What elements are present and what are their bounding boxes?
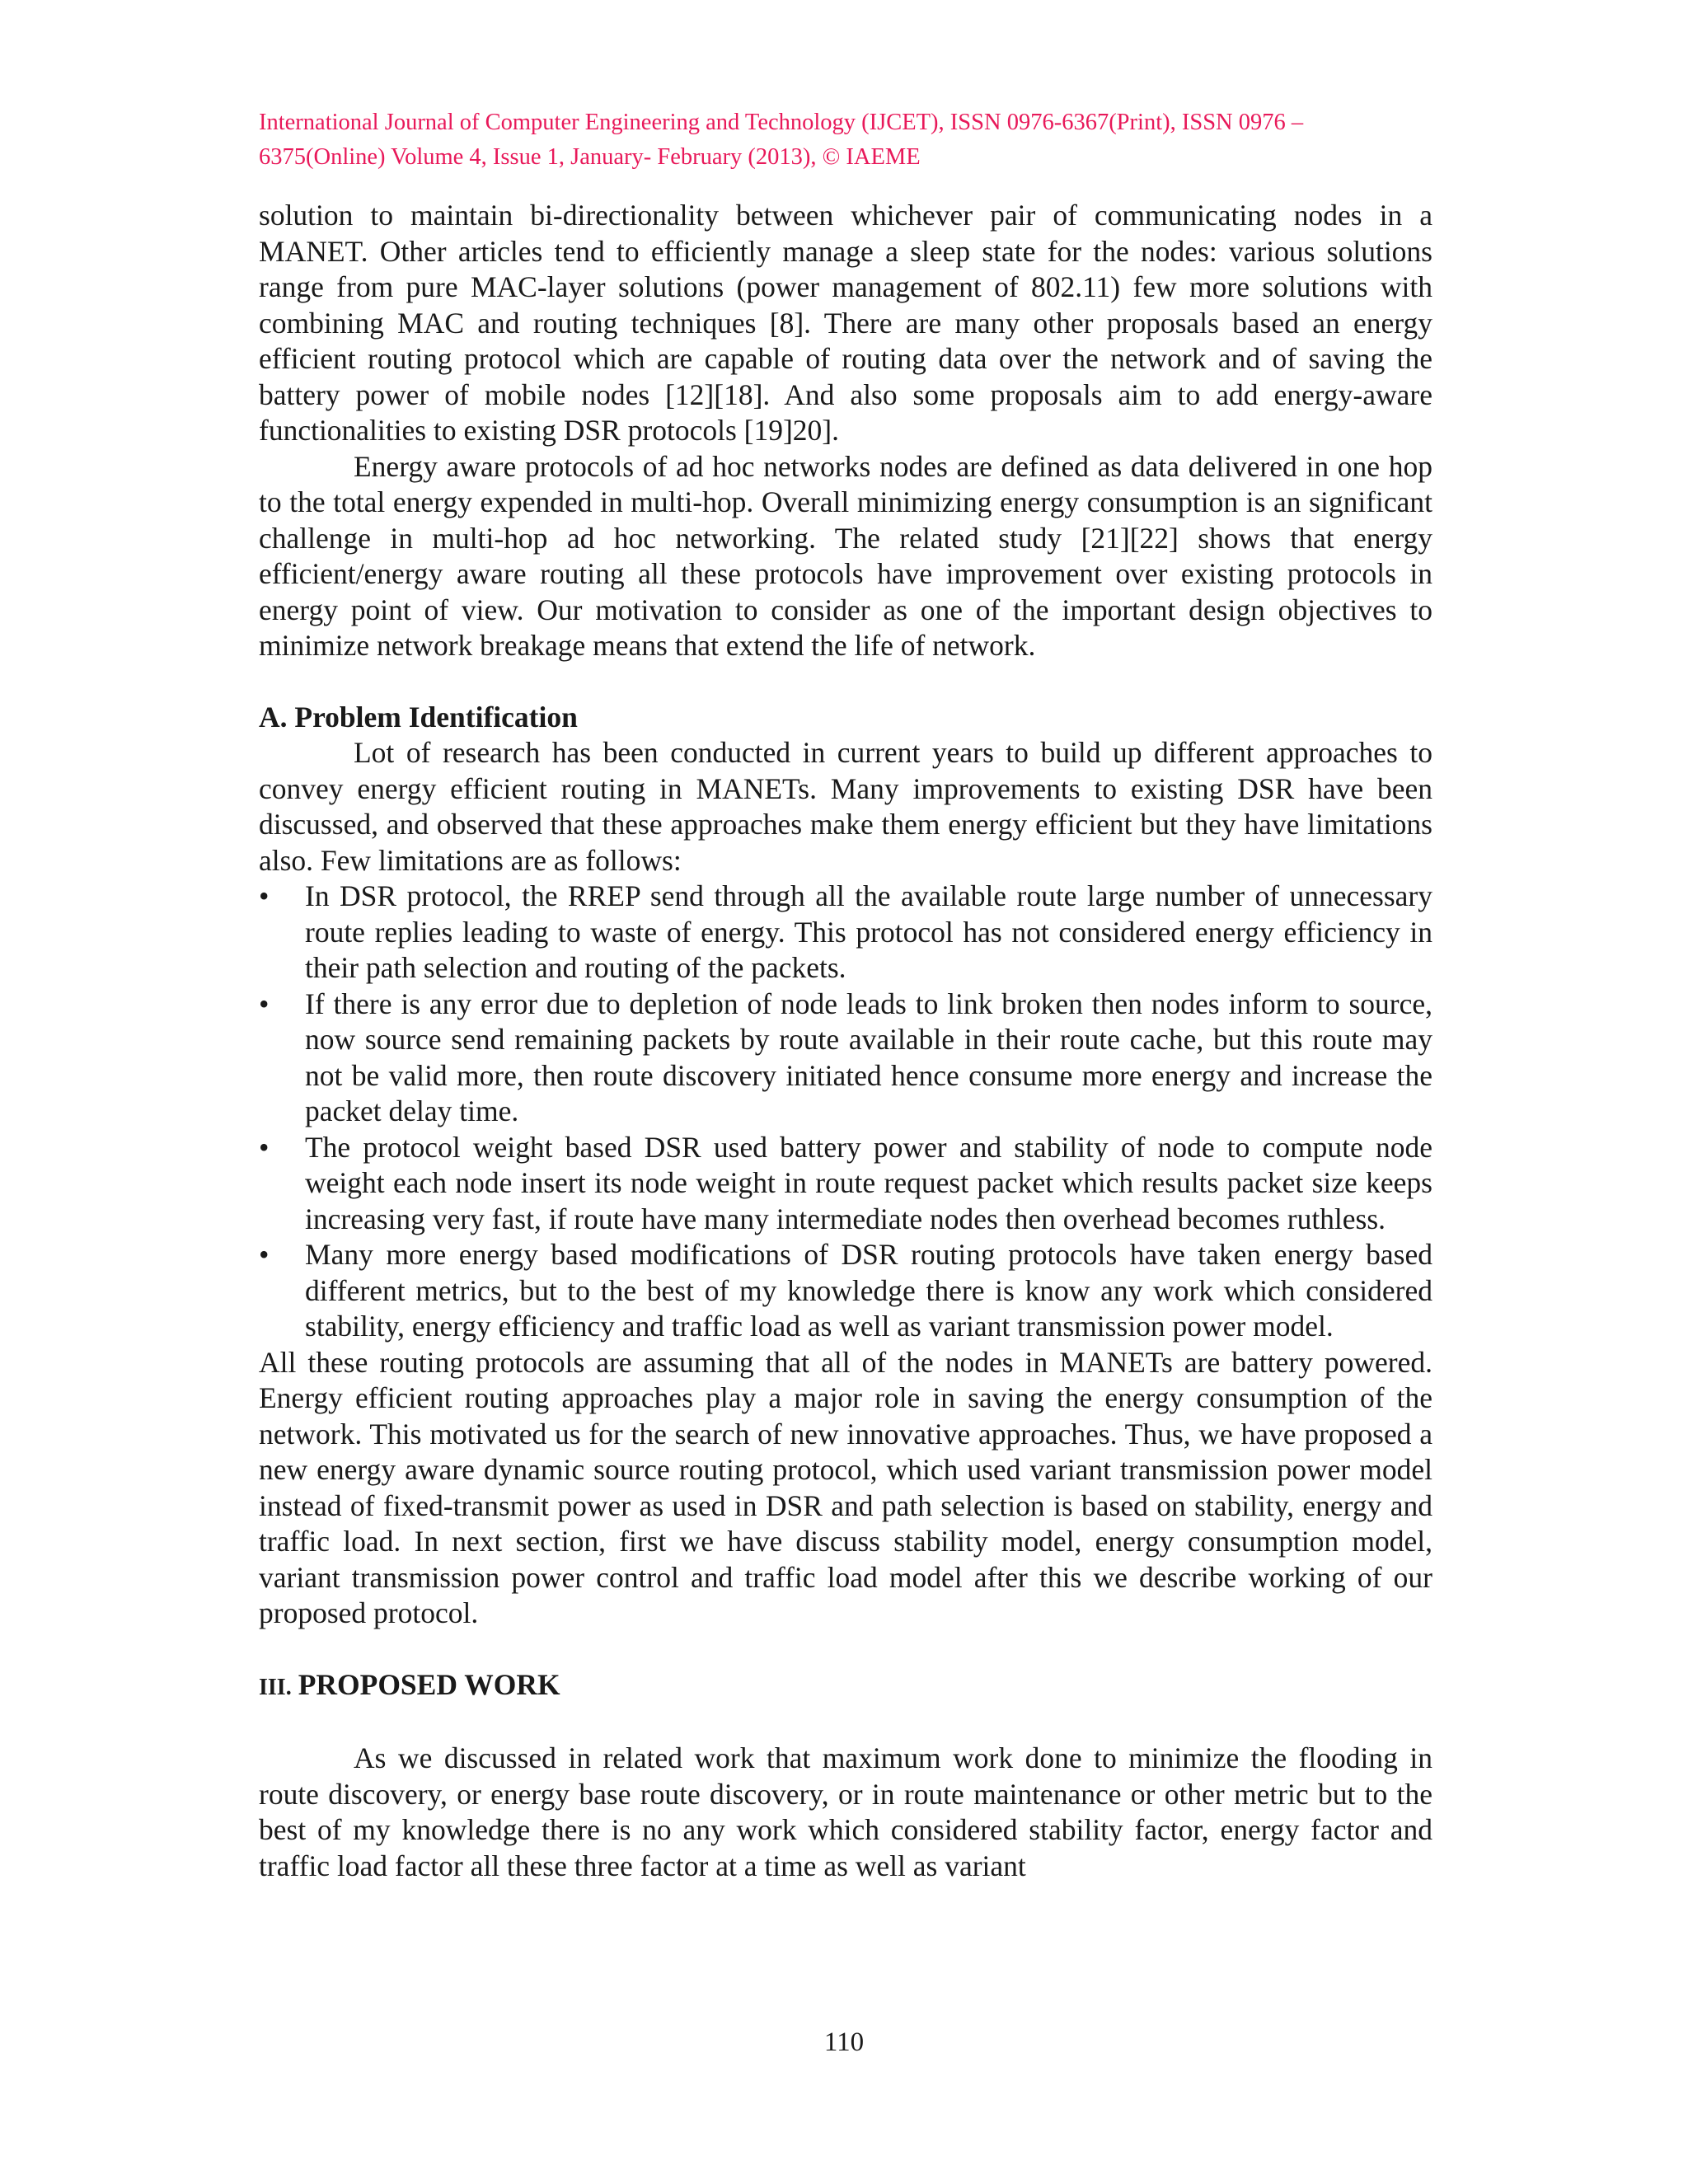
bullet-icon: •	[259, 1130, 270, 1164]
problem-conclusion-paragraph: All these routing protocols are assuming that all of the nodes in MANETs are battery powered. Energy efficient routing approaches play a major role in saving the energy consumption of the network. This motivated us for the search of new innovative approaches. Thus, we have proposed a new energy aware dynamic source routing protocol, which used variant transmission power model instead of fixed-transmit power as used in DSR and path selection is based on stability, energy and traffic load. In next section, first we have discuss stability model, energy consumption model, variant transmission power control and traffic load model after this we describe working of our proposed protocol.	[259, 1345, 1432, 1629]
list-item	[259, 1130, 1432, 1238]
spacer	[259, 1632, 1432, 1667]
problem-identification-heading: A. Problem Identification	[259, 700, 578, 733]
list-item	[259, 987, 1432, 1130]
section-title: PROPOSED WORK	[298, 1667, 560, 1701]
list-item	[259, 879, 1432, 987]
journal-header-line-1: International Journal of Computer Engineering and Technology (IJCET), ISSN 0976-6367(Print), ISSN 0976 –	[259, 110, 1304, 135]
proposed-work-paragraph: As we discussed in related work that maximum work done to minimize the flooding in route discovery, or energy base route discovery, or in route maintenance or other metric but to the best of my knowledge there is no any work which considered stability factor, energy factor and traffic load factor all these three factor at a time as well as variant	[259, 1741, 1432, 1882]
intro-paragraph-1: solution to maintain bi-directionality between whichever pair of communicating nodes in a MANET. Other articles tend to efficiently manage a sleep state for the nodes: various solutions range from pure MAC-layer solutions (power management of 802.11) few more solutions with combining MAC and routing techniques [8]. There are many other proposals based an energy efficient routing protocol which are capable of routing data over the network and of saving the battery power of mobile nodes [12][18]. And also some proposals aim to add energy-aware functionalities to existing DSR protocols [19]20].	[259, 199, 1432, 447]
list-item-text: The protocol weight based DSR used battery power and stability of node to compute node weight each node insert its node weight in route request packet which results packet size keeps increasing very fast, if route have many intermediate nodes then overhead becomes ruthless.	[305, 1130, 1432, 1235]
problem-intro-paragraph: Lot of research has been conducted in current years to build up different approaches to convey energy efficient routing in MANETs. Many improvements to existing DSR have been discussed, and observed that these approaches make them energy efficient but they have limitations also. Few limitations are as follows:	[259, 736, 1432, 877]
list-item	[259, 1237, 1432, 1345]
spacer	[259, 664, 1432, 700]
list-item-text: In DSR protocol, the RREP send through all the available route large number of unnecessary route replies leading to waste of energy. This protocol has not considered energy efficiency in their path selection and routing of the packets.	[305, 879, 1432, 984]
proposed-work-heading	[259, 1667, 1432, 1706]
list-item-text: Many more energy based modifications of DSR routing protocols have taken energy based different metrics, but to the best of my knowledge there is know any work which considered stability, energy efficiency and traffic load as well as variant transmission power model.	[305, 1238, 1432, 1343]
body-text	[259, 198, 1432, 1884]
intro-paragraph-2: Energy aware protocols of ad hoc networks nodes are defined as data delivered in one hop to the total energy expended in multi-hop. Overall minimizing energy consumption is an significant challenge in multi-hop ad hoc networking. The related study [21][22] shows that energy efficient/energy aware routing all these protocols have improvement over existing protocols in energy point of view. Our motivation to consider as one of the important design objectives to minimize network breakage means that extend the life of network.	[259, 449, 1432, 662]
bullet-icon: •	[259, 1238, 270, 1271]
section-number: III.	[259, 1674, 292, 1700]
bullet-icon: •	[259, 987, 270, 1020]
spacer	[259, 1705, 1432, 1741]
journal-header	[259, 105, 1432, 175]
list-item-text: If there is any error due to depletion of node leads to link broken then nodes inform to source, now source send remaining packets by route available in their route cache, but this route may not be valid more, then route discovery initiated hence consume more energy and increase the packet delay time.	[305, 987, 1432, 1127]
journal-header-line-2: 6375(Online) Volume 4, Issue 1, January- February (2013), © IAEME	[259, 144, 921, 170]
page-number: 110	[823, 2027, 865, 2057]
limitations-list	[259, 879, 1432, 1345]
bullet-icon: •	[259, 879, 270, 912]
